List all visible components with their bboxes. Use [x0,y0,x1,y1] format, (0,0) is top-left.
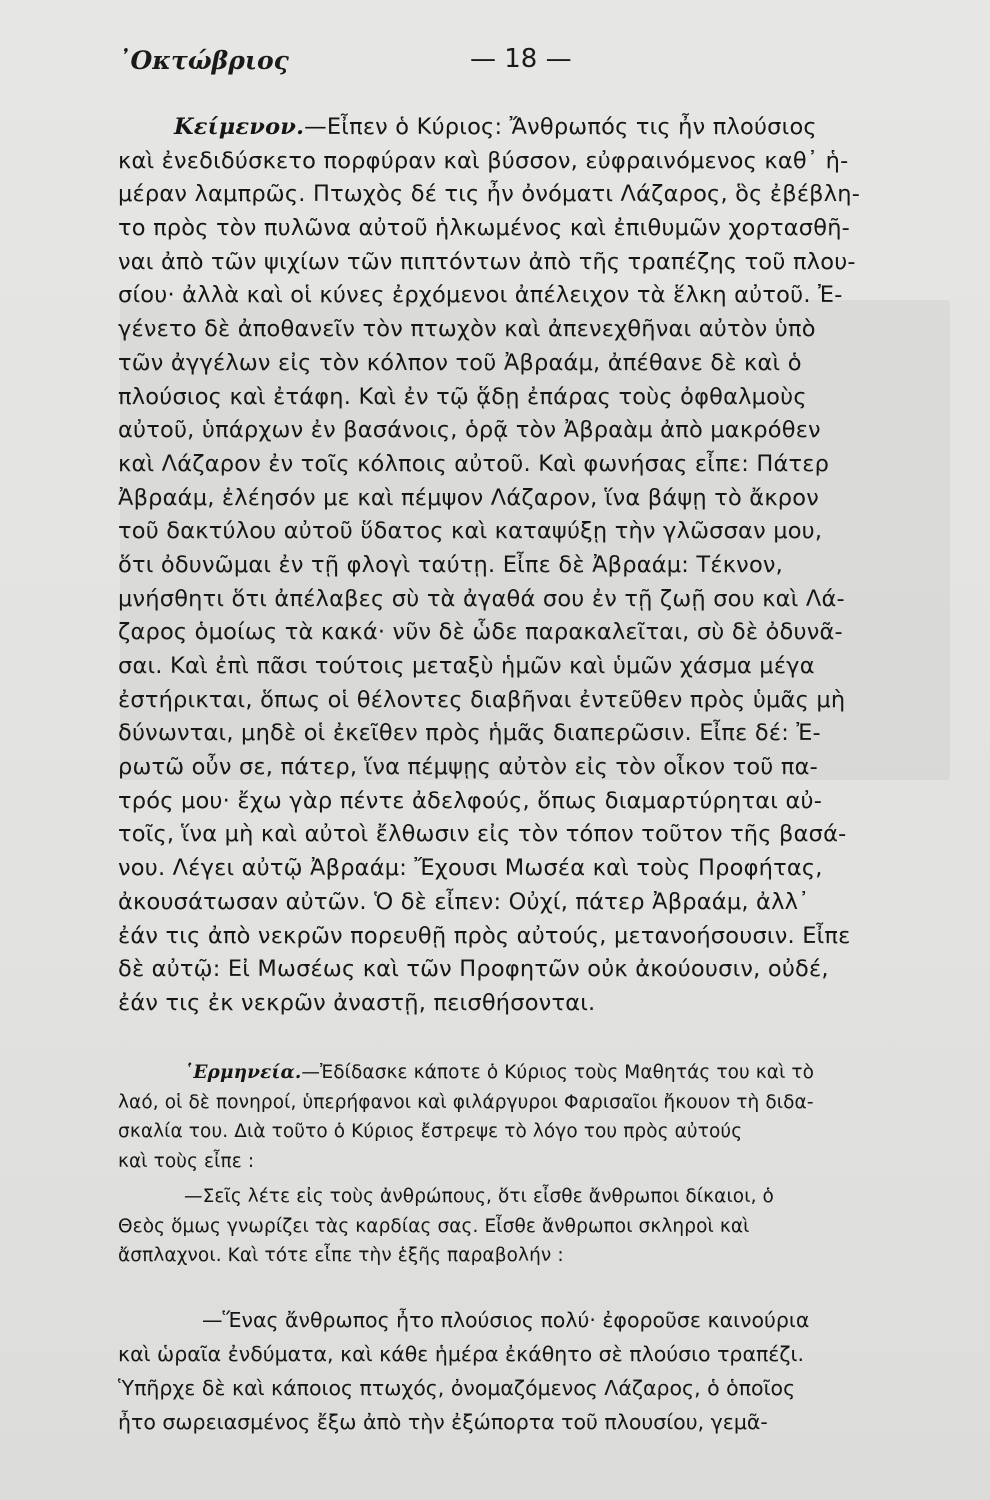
text-line: ἐάν τις ἐκ νεκρῶν ἀναστῇ, πεισθήσονται. [118,989,596,1016]
commentary-line: λαό, οἱ δὲ πονηροί, ὑπερήφανοι καὶ φιλάργυροι Φαρισαῖοι ἤκουον τὴ διδα- [118,1091,814,1113]
commentary-lead: ῾Ερμηνεία. [184,1062,302,1083]
text-line: τοῖς, ἵνα μὴ καὶ αὐτοὶ ἔλθωσιν εἰς τὸν τόπον τοῦτον τῆς βασά- [118,821,847,848]
text-line: ὅτι ὀδυνῶμαι ἐν τῇ φλογὶ ταύτῃ. Εἶπε δὲ Ἀβραάμ: Τέκνον, [118,551,784,578]
text-line: ζαρος ὁμοίως τὰ κακά· νῦν δὲ ὧδε παρακαλεῖται, σὺ δὲ ὀδυνᾶ- [118,619,843,646]
text-line: πλούσιος καὶ ἐτάφη. Καὶ ἐν τῷ ᾅδῃ ἐπάρας τοὺς ὀφθαλμοὺς [118,383,807,410]
story-line: ἦτο σωρειασμένος ἔξω ἀπὸ τὴν ἐξώπορτα τοῦ πλουσίου, γεμᾶ- [118,1409,768,1434]
text-line: ἀκουσάτωσαν αὐτῶν. Ὁ δὲ εἶπεν: Οὐχί, πάτερ Ἀβραάμ, ἀλλ᾿ [118,888,810,915]
story-line: καὶ ὡραῖα ἐνδύματα, καὶ κάθε ἡμέρα ἐκάθητο σὲ πλούσιο τραπέζι. [118,1341,804,1366]
text-line: ἐάν τις ἀπὸ νεκρῶν πορευθῇ πρὸς αὐτούς, μετανοήσουσιν. Εἶπε [118,922,851,949]
running-head-month: ᾿Οκτώβριος [118,46,289,75]
text-line: γένετο δὲ ἀποθανεῖν τὸν πτωχὸν καὶ ἀπενεχθῆναι αὐτὸν ὑπὸ [118,316,816,343]
text-line-content: —Εἶπεν ὁ Κύριος: Ἄνθρωπός τις ἦν πλούσιος [304,114,817,140]
text-line: δὲ αὐτῷ: Εἰ Μωσέως καὶ τῶν Προφητῶν οὐκ ἀκούουσιν, οὐδέ, [118,956,829,983]
scripture-text [118,111,954,1021]
text-line [118,111,954,145]
commentary-line: καὶ τοὺς εἶπε : [118,1150,255,1172]
story-line: Ὑπῆρχε δὲ καὶ κάποιος πτωχός, ὀνομαζόμενος Λάζαρος, ὁ ὁποῖος [118,1375,796,1400]
quote-line: ἄσπλαχνοι. Καὶ τότε εἶπε τὴν ἑξῆς παραβολήν : [118,1245,564,1266]
text-line: ναι ἀπὸ τῶν ψιχίων τῶν πιπτόντων ἀπὸ τῆς τραπέζης τοῦ πλου- [118,248,856,275]
text-line: το πρὸς τὸν πυλῶνα αὐτοῦ ἡλκωμένος καὶ ἐπιθυμῶν χορτασθῆ- [118,215,850,242]
text-line: μνήσθητι ὅτι ἀπέλαβες σὺ τὰ ἀγαθά σου ἐν τῇ ζωῇ σου καὶ Λά- [118,585,845,612]
commentary-section [118,1058,964,1439]
text-line: σίου· ἀλλὰ καὶ οἱ κύνες ἐρχόμενοι ἀπέλειχον τὰ ἕλκη αὐτοῦ. Ἐ- [118,282,843,309]
page-header [0,40,990,80]
text-line: ρωτῶ οὖν σε, πάτερ, ἵνα πέμψῃς αὐτὸν εἰς τὸν οἶκον τοῦ πα- [118,754,818,781]
text-line: νου. Λέγει αὐτῷ Ἀβραάμ: Ἔχουσι Μωσέα καὶ τοὺς Προφήτας, [118,855,823,882]
quote-line: —Σεῖς λέτε εἰς τοὺς ἀνθρώπους, ὅτι εἶσθε ἄνθρωποι δίκαιοι, ὁ [184,1186,774,1207]
text-lead: Κείμενον. [174,114,305,140]
text-line: καὶ Λάζαρον ἐν τοῖς κόλποις αὐτοῦ. Καὶ φωνήσας εἶπε: Πάτερ [118,450,830,477]
text-line: ἐστήρικται, ὅπως οἱ θέλοντες διαβῆναι ἐντεῦθεν πρὸς ὑμᾶς μὴ [118,686,846,713]
commentary-line: σκαλία του. Διὰ τοῦτο ὁ Κύριος ἔστρεψε τὸ λόγο του πρὸς αὐτούς [118,1121,743,1142]
quote-line: Θεὸς ὅμως γνωρίζει τὰς καρδίας σας. Εἶσθε ἄνθρωποι σκληροὶ καὶ [118,1215,750,1237]
text-line: Ἀβραάμ, ἐλέησόν με καὶ πέμψον Λάζαρον, ἵνα βάψῃ τὸ ἄκρον [118,484,819,511]
text-line: καὶ ἐνεδιδύσκετο πορφύραν καὶ βύσσον, εὐφραινόμενος καθ᾿ ἡ- [118,147,849,174]
text-line: μέραν λαμπρῶς. Πτωχὸς δέ τις ἦν ὀνόματι Λάζαρος, ὃς ἐβέβλη- [118,181,861,208]
text-line: τρός μου· ἔχω γὰρ πέντε ἀδελφούς, ὅπως διαμαρτύρηται αὐ- [118,787,823,814]
text-line: τῶν ἀγγέλων εἰς τὸν κόλπον τοῦ Ἀβραάμ, ἀπέθανε δὲ καὶ ὁ [118,349,802,376]
commentary-line-content: —Ἐδίδασκε κάποτε ὁ Κύριος τοὺς Μαθητάς του καὶ τὸ [301,1062,815,1083]
commentary-line [118,1058,964,1088]
text-line: δύνωνται, μηδὲ οἱ ἐκεῖθεν πρὸς ἡμᾶς διαπερῶσιν. Εἶπε δέ: Ἐ- [118,720,821,747]
story-line: —Ἕνας ἄνθρωπος ἦτο πλούσιος πολύ· ἐφοροῦσε καινούρια [202,1307,810,1332]
text-line: αὐτοῦ, ὑπάρχων ἐν βασάνοις, ὁρᾷ τὸν Ἀβραὰμ ἀπὸ μακρόθεν [118,417,821,444]
page-number: — 18 — [470,44,572,74]
text-line: σαι. Καὶ ἐπὶ πᾶσι τούτοις μεταξὺ ἡμῶν καὶ ὑμῶν χάσμα μέγα [118,653,815,679]
text-line: τοῦ δακτύλου αὐτοῦ ὕδατος καὶ καταψύξῃ τὴν γλῶσσαν μου, [118,518,823,545]
